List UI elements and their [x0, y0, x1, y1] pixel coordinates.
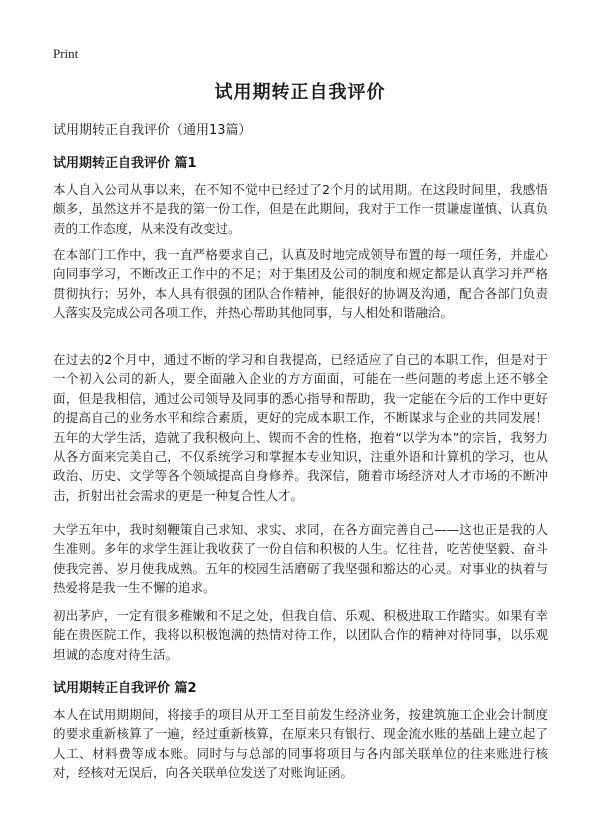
- print-link[interactable]: Print: [53, 46, 79, 61]
- paragraph: 在本部门工作中，我一直严格要求自己，认真及时地完成领导布置的每一项任务，并虚心向同事学习，不断改正工作中的不足；对于集团及公司的制度和规定都是认真学习并严格贯彻执行；另外，本人具有很强的团队合作精神，能很好的协调及沟通，配合各部门负责人落实及完成公司各项工作，并热心帮助其他同事，与人相处和谐融洽。: [53, 247, 548, 321]
- paragraph: 本人自入公司从事以来，在不知不觉中已经过了2个月的试用期。在这段时间里，我感悟颇多，虽然这并不是我的第一份工作，但是在此期间，我对于工作一贯谦虚谨慎、认真负责的工作态度，从来没有改变过。: [53, 182, 548, 236]
- paragraph: 大学五年中，我时刻鞭策自己求知、求实、求同，在各方面完善自己——这也正是我的人生准则。多年的求学生涯让我收获了一份自信和积极的人生。忆往昔，吃苦使坚毅、奋斗使我完善、岁月使我成熟。五年的校园生活磨砺了我坚强和豁达的心灵。对事业的执着与热爱将是我一生不懈的追求。: [53, 522, 548, 596]
- section-heading-1: 试用期转正自我评价 篇1: [53, 156, 197, 171]
- document-title: 试用期转正自我评价: [214, 82, 386, 103]
- document-subtitle: 试用期转正自我评价（通用13篇）: [53, 123, 252, 138]
- paragraph: 本人在试用期期间，将接手的项目从开工至目前发生经济业务，按建筑施工企业会计制度的要求重新核算了一遍，经过重新核算，在原来只有银行、现金流水账的基础上建立起了人工、材料费等成本账。同时与与总部的同事将项目与各内部关联单位的往来账进行核对，经核对无误后，向各关联单位发送了对账询证函。: [53, 707, 548, 781]
- section-heading-2: 试用期转正自我评价 篇2: [53, 681, 197, 696]
- paragraph: 在过去的2个月中，通过不断的学习和自我提高，已经适应了自己的本职工作，但是对于一个初入公司的新人，要全面融入企业的方方面面，可能在一些问题的考虑上还不够全面，但是我相信，通过公司领导及同事的悉心指导和帮助，我一定能在今后的工作中更好的提高自己的业务水平和综合素质，更好的完成本职工作，不断谋求与企业的共同发展！五年的大学生活，造就了我积极向上、锲而不舍的性格，抱着“以学为本”的宗旨，我努力从各方面来完美自己，不仅系统学习和掌握本专业知识，注重外语和计算机的学习，也从政治、历史、文学等各个领域提高自身修养。我深信，随着市场经济对人才市场的不断冲击，折射出社会需求的更是一种复合性人才。: [53, 352, 548, 503]
- paragraph: 初出茅庐，一定有很多稚嫩和不足之处，但我自信、乐观、积极进取工作踏实。如果有幸能在贵医院工作，我将以积极饱满的热情对待工作，以团队合作的精神对待同事，以乐观坦诚的态度对待生活。: [53, 608, 548, 662]
